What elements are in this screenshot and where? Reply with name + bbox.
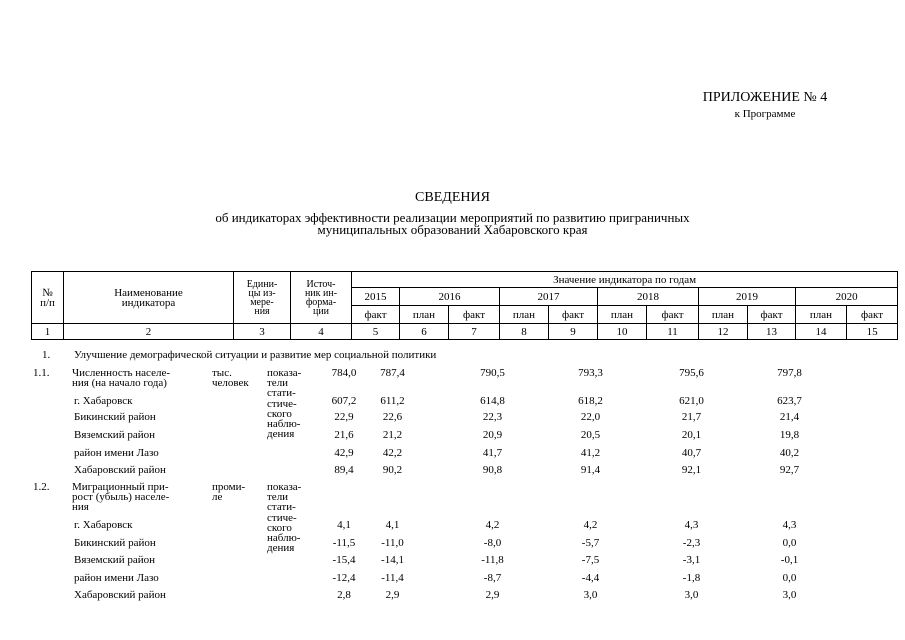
row-label: г. Хабаровск <box>74 519 133 531</box>
table-row <box>31 430 872 446</box>
value-2015: 42,9 <box>334 447 354 459</box>
appendix-title: ПРИЛОЖЕНИЕ № 4 <box>702 90 828 105</box>
column-number: 11 <box>647 324 699 340</box>
row-label: Вяземский район <box>74 429 155 441</box>
header-num: № п/п <box>32 272 64 324</box>
value-2020: 21,4 <box>779 411 800 423</box>
value-2020: 19,8 <box>779 429 800 441</box>
indicator-num: 1.1. <box>33 367 50 379</box>
row-label: Бикинский район <box>74 411 156 423</box>
header-subcol: план <box>500 306 549 324</box>
table-row <box>31 520 872 536</box>
section-title: Улучшение демографической ситуации и развитие мер социальной политики <box>74 349 437 361</box>
column-number: 4 <box>291 324 352 340</box>
value-2019: -3,1 <box>682 554 701 566</box>
indicators-table-header <box>31 271 898 340</box>
value-2018: 4,2 <box>583 519 598 531</box>
table-row <box>31 538 872 554</box>
header-values-title: Значение индикатора по годам <box>352 272 898 288</box>
header-subcol: факт <box>352 306 400 324</box>
header-year: 2020 <box>796 288 898 306</box>
value-2016: 42,2 <box>382 447 403 459</box>
value-2019: 40,7 <box>681 447 702 459</box>
value-2017: -11,8 <box>481 554 504 566</box>
value-2016: 22,6 <box>382 411 403 423</box>
header-year: 2019 <box>699 288 796 306</box>
value-2015: 607,2 <box>331 395 357 407</box>
value-2019: 21,7 <box>681 411 702 423</box>
column-number: 8 <box>500 324 549 340</box>
table-row <box>31 412 872 428</box>
header-name: Наименование индикатора <box>64 272 234 324</box>
indicator-num: 1.2. <box>33 481 50 493</box>
header-unit: Едини- цы из- мере- ния <box>234 272 291 324</box>
header-subcol: план <box>796 306 847 324</box>
table-row <box>31 368 872 384</box>
column-number: 7 <box>449 324 500 340</box>
value-2017: 41,7 <box>482 447 503 459</box>
value-2018: 793,3 <box>578 367 603 379</box>
row-label: г. Хабаровск <box>74 395 133 407</box>
value-2019: 3,0 <box>684 589 699 601</box>
value-2019: -2,3 <box>682 537 701 549</box>
header-subcol: факт <box>549 306 598 324</box>
indicator-unit: проми- ле <box>212 481 246 503</box>
table-row <box>31 555 872 571</box>
column-number: 14 <box>796 324 847 340</box>
value-2015: 2,8 <box>337 589 351 601</box>
column-number: 6 <box>400 324 449 340</box>
indicator-unit: тыс. человек <box>212 367 249 389</box>
table-row <box>31 396 872 412</box>
document-subtitle-line2: муниципальных образований Хабаровского края <box>317 222 588 237</box>
value-2016: 2,9 <box>385 589 400 601</box>
header-year: 2015 <box>352 288 400 306</box>
table-row <box>31 448 872 464</box>
value-2018: 91,4 <box>580 464 601 476</box>
header-subcol: план <box>699 306 748 324</box>
header-subcol: факт <box>449 306 500 324</box>
row-label: Хабаровский район <box>74 589 166 601</box>
value-2020: -0,1 <box>780 554 799 566</box>
value-2020: 4,3 <box>782 519 797 531</box>
value-2015: 4,1 <box>337 519 351 531</box>
indicator-source: показа- тели стати- стиче- ского наблю- дения <box>267 367 302 441</box>
value-2015: -12,4 <box>332 572 356 584</box>
value-2018: -4,4 <box>581 572 600 584</box>
appendix-subtitle: к Программе <box>734 108 796 120</box>
value-2019: 4,3 <box>684 519 699 531</box>
value-2015: 22,9 <box>334 411 354 423</box>
value-2016: 611,2 <box>380 395 405 407</box>
value-2018: -5,7 <box>581 537 600 549</box>
table-row <box>31 465 872 481</box>
header-subcol: факт <box>748 306 796 324</box>
document-title: СВЕДЕНИЯ <box>415 190 490 205</box>
indicator-source: показа- тели стати- стиче- ского наблю- дения <box>267 481 302 555</box>
row-label: район имени Лазо <box>74 572 159 584</box>
value-2015: 784,0 <box>331 367 357 379</box>
value-2019: -1,8 <box>682 572 701 584</box>
value-2016: 21,2 <box>382 429 403 441</box>
appendix-block <box>690 90 840 122</box>
header-year: 2017 <box>500 288 598 306</box>
row-label: Вяземский район <box>74 554 155 566</box>
value-2020: 0,0 <box>782 572 797 584</box>
section-num: 1. <box>42 349 51 361</box>
value-2016: -11,4 <box>381 572 404 584</box>
column-number: 12 <box>699 324 748 340</box>
value-2018: -7,5 <box>581 554 600 566</box>
value-2016: 90,2 <box>382 464 403 476</box>
value-2017: 20,9 <box>482 429 503 441</box>
value-2017: 2,9 <box>485 589 500 601</box>
value-2020: 0,0 <box>782 537 797 549</box>
document-subtitle-line1: об индикаторах эффективности реализации мероприятий по развитию приграничных <box>215 210 690 225</box>
section-row <box>31 350 872 366</box>
column-number: 3 <box>234 324 291 340</box>
value-2017: 22,3 <box>482 411 503 423</box>
value-2019: 621,0 <box>679 395 704 407</box>
value-2017: 614,8 <box>480 395 505 407</box>
value-2020: 3,0 <box>782 589 797 601</box>
value-2018: 618,2 <box>578 395 603 407</box>
row-label: Хабаровский район <box>74 464 166 476</box>
value-2018: 3,0 <box>583 589 598 601</box>
value-2020: 92,7 <box>779 464 800 476</box>
header-subcol: факт <box>847 306 898 324</box>
header-year: 2016 <box>400 288 500 306</box>
value-2017: 4,2 <box>485 519 500 531</box>
value-2019: 795,6 <box>679 367 704 379</box>
value-2015: -11,5 <box>332 537 356 549</box>
value-2015: 21,6 <box>334 429 354 441</box>
header-year: 2018 <box>598 288 699 306</box>
table-row <box>31 573 872 589</box>
indicator-name: Миграционный при- рост (убыль) населе- ния <box>72 481 170 513</box>
value-2016: 787,4 <box>380 367 405 379</box>
column-number: 13 <box>748 324 796 340</box>
column-number: 15 <box>847 324 898 340</box>
value-2019: 92,1 <box>681 464 702 476</box>
value-2018: 20,5 <box>580 429 601 441</box>
row-label: район имени Лазо <box>74 447 159 459</box>
value-2020: 797,8 <box>777 367 802 379</box>
value-2016: -11,0 <box>381 537 404 549</box>
column-number: 5 <box>352 324 400 340</box>
value-2015: 89,4 <box>334 464 354 476</box>
header-source: Источ- ник ин- форма- ции <box>291 272 352 324</box>
value-2020: 623,7 <box>777 395 802 407</box>
table-row <box>31 590 872 606</box>
value-2016: 4,1 <box>385 519 400 531</box>
value-2017: 90,8 <box>482 464 503 476</box>
indicator-name: Численность населе- ния (на начало года) <box>72 367 170 389</box>
value-2018: 22,0 <box>580 411 601 423</box>
value-2020: 40,2 <box>779 447 800 459</box>
header-subcol: план <box>598 306 647 324</box>
column-number: 10 <box>598 324 647 340</box>
value-2017: -8,7 <box>483 572 502 584</box>
value-2016: -14,1 <box>381 554 404 566</box>
column-number: 2 <box>64 324 234 340</box>
column-number: 1 <box>32 324 64 340</box>
column-number: 9 <box>549 324 598 340</box>
value-2019: 20,1 <box>681 429 702 441</box>
value-2018: 41,2 <box>580 447 601 459</box>
header-subcol: факт <box>647 306 699 324</box>
value-2017: -8,0 <box>483 537 502 549</box>
header-subcol: план <box>400 306 449 324</box>
value-2015: -15,4 <box>332 554 356 566</box>
row-label: Бикинский район <box>74 537 156 549</box>
value-2017: 790,5 <box>480 367 505 379</box>
